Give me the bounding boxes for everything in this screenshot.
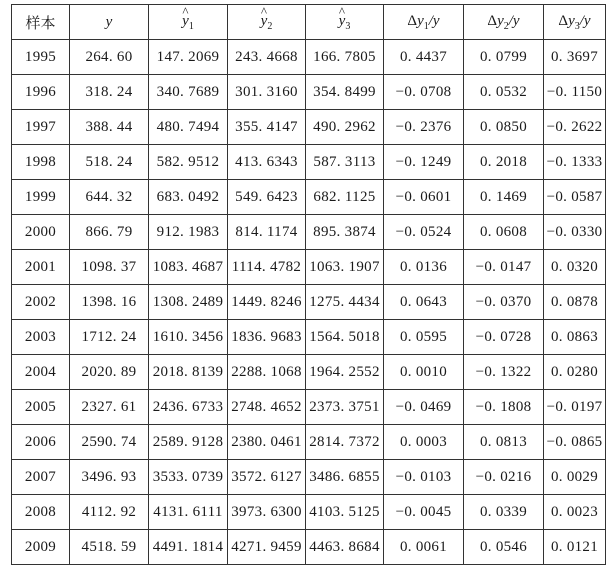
cell-dy2: −0. 0216	[464, 460, 544, 495]
cell-dy3: 0. 0023	[544, 495, 606, 530]
cell-y: 388. 44	[70, 110, 149, 145]
header-dy3-sub: 3	[574, 20, 580, 32]
cell-yhat3: 166. 7805	[306, 40, 384, 75]
cell-yhat3: 1964. 2552	[306, 355, 384, 390]
cell-dy2: 0. 2018	[464, 145, 544, 180]
cell-yhat3: 895. 3874	[306, 215, 384, 250]
cell-y: 318. 24	[70, 75, 149, 110]
cell-dy1: −0. 1249	[384, 145, 464, 180]
cell-dy3: −0. 0197	[544, 390, 606, 425]
table-row	[12, 425, 606, 460]
cell-dy3: −0. 0587	[544, 180, 606, 215]
header-dy3-var: y	[568, 12, 575, 29]
cell-y: 1712. 24	[70, 320, 149, 355]
table-row	[12, 390, 606, 425]
cell-dy2: 0. 1469	[464, 180, 544, 215]
cell-dy3: −0. 2622	[544, 110, 606, 145]
cell-yhat3: 2373. 3751	[306, 390, 384, 425]
cell-yhat2: 301. 3160	[228, 75, 306, 110]
cell-year: 2009	[12, 530, 70, 565]
header-dy2	[464, 5, 544, 40]
forecast-comparison-table	[11, 4, 606, 565]
cell-dy3: −0. 1150	[544, 75, 606, 110]
table-row	[12, 460, 606, 495]
cell-y: 1398. 16	[70, 285, 149, 320]
cell-yhat1: 2589. 9128	[149, 425, 228, 460]
cell-yhat3: 2814. 7372	[306, 425, 384, 460]
table-row	[12, 495, 606, 530]
cell-dy2: 0. 0813	[464, 425, 544, 460]
cell-yhat3: 4103. 5125	[306, 495, 384, 530]
cell-dy2: 0. 0532	[464, 75, 544, 110]
header-yhat3-var: ^ y	[339, 13, 346, 30]
cell-dy2: 0. 0546	[464, 530, 544, 565]
cell-year: 2004	[12, 355, 70, 390]
cell-yhat1: 582. 9512	[149, 145, 228, 180]
cell-yhat3: 587. 3113	[306, 145, 384, 180]
cell-dy3: 0. 3697	[544, 40, 606, 75]
table-row	[12, 75, 606, 110]
cell-dy3: 0. 0280	[544, 355, 606, 390]
header-dy1-tail: /y	[428, 12, 440, 29]
header-yhat3	[306, 5, 384, 40]
table-row	[12, 215, 606, 250]
cell-yhat3: 1564. 5018	[306, 320, 384, 355]
cell-yhat1: 1610. 3456	[149, 320, 228, 355]
table-row	[12, 180, 606, 215]
header-row	[12, 5, 606, 40]
cell-y: 518. 24	[70, 145, 149, 180]
cell-dy1: 0. 4437	[384, 40, 464, 75]
cell-dy1: −0. 0601	[384, 180, 464, 215]
cell-yhat1: 2018. 8139	[149, 355, 228, 390]
header-yhat3-sub: 3	[345, 20, 351, 32]
cell-yhat1: 147. 2069	[149, 40, 228, 75]
cell-y: 2327. 61	[70, 390, 149, 425]
header-yhat1	[149, 5, 228, 40]
cell-yhat2: 3973. 6300	[228, 495, 306, 530]
cell-dy2: −0. 1322	[464, 355, 544, 390]
cell-yhat2: 1836. 9683	[228, 320, 306, 355]
header-y	[70, 5, 149, 40]
header-sample: 样本	[12, 5, 70, 40]
cell-dy1: −0. 0708	[384, 75, 464, 110]
cell-yhat1: 3533. 0739	[149, 460, 228, 495]
cell-dy2: −0. 0147	[464, 250, 544, 285]
cell-dy1: −0. 0524	[384, 215, 464, 250]
cell-dy3: 0. 0121	[544, 530, 606, 565]
cell-dy2: 0. 0339	[464, 495, 544, 530]
cell-dy1: 0. 0010	[384, 355, 464, 390]
cell-dy2: 0. 0608	[464, 215, 544, 250]
cell-year: 2007	[12, 460, 70, 495]
cell-yhat2: 243. 4668	[228, 40, 306, 75]
header-yhat2-var: ^ y	[261, 13, 268, 30]
cell-y: 1098. 37	[70, 250, 149, 285]
cell-dy1: 0. 0643	[384, 285, 464, 320]
cell-year: 2006	[12, 425, 70, 460]
table-row	[12, 320, 606, 355]
cell-y: 2590. 74	[70, 425, 149, 460]
cell-dy2: −0. 0370	[464, 285, 544, 320]
header-yhat1-sub: 1	[188, 20, 194, 32]
cell-yhat2: 2748. 4652	[228, 390, 306, 425]
cell-yhat3: 1063. 1907	[306, 250, 384, 285]
cell-dy2: −0. 0728	[464, 320, 544, 355]
cell-dy1: 0. 0136	[384, 250, 464, 285]
table-row	[12, 285, 606, 320]
header-dy1-var: y	[417, 12, 424, 29]
cell-dy1: 0. 0061	[384, 530, 464, 565]
cell-year: 1999	[12, 180, 70, 215]
cell-yhat2: 549. 6423	[228, 180, 306, 215]
cell-dy3: −0. 0330	[544, 215, 606, 250]
cell-yhat1: 4491. 1814	[149, 530, 228, 565]
header-dy2-tail: /y	[508, 12, 520, 29]
header-dy1-sub: 1	[423, 20, 429, 32]
header-yhat1-var: ^ y	[182, 13, 189, 30]
cell-dy3: 0. 0320	[544, 250, 606, 285]
cell-yhat1: 2436. 6733	[149, 390, 228, 425]
cell-year: 1996	[12, 75, 70, 110]
cell-yhat1: 480. 7494	[149, 110, 228, 145]
cell-dy3: 0. 0863	[544, 320, 606, 355]
cell-yhat2: 2380. 0461	[228, 425, 306, 460]
cell-dy2: −0. 1808	[464, 390, 544, 425]
cell-dy1: 0. 0003	[384, 425, 464, 460]
cell-year: 2003	[12, 320, 70, 355]
cell-dy2: 0. 0799	[464, 40, 544, 75]
cell-dy3: 0. 0878	[544, 285, 606, 320]
cell-y: 644. 32	[70, 180, 149, 215]
cell-dy1: −0. 0103	[384, 460, 464, 495]
cell-yhat3: 354. 8499	[306, 75, 384, 110]
cell-year: 2000	[12, 215, 70, 250]
cell-yhat1: 1083. 4687	[149, 250, 228, 285]
cell-dy1: −0. 2376	[384, 110, 464, 145]
cell-dy3: −0. 1333	[544, 145, 606, 180]
header-dy2-sub: 2	[503, 20, 509, 32]
cell-year: 1998	[12, 145, 70, 180]
header-yhat2	[228, 5, 306, 40]
cell-yhat1: 1308. 2489	[149, 285, 228, 320]
cell-yhat1: 340. 7689	[149, 75, 228, 110]
header-y-label: y	[105, 13, 113, 30]
cell-yhat3: 4463. 8684	[306, 530, 384, 565]
cell-yhat2: 355. 4147	[228, 110, 306, 145]
cell-y: 264. 60	[70, 40, 149, 75]
cell-yhat3: 490. 2962	[306, 110, 384, 145]
cell-yhat3: 1275. 4434	[306, 285, 384, 320]
header-dy1-delta: Δ	[407, 12, 418, 29]
cell-y: 3496. 93	[70, 460, 149, 495]
cell-year: 2005	[12, 390, 70, 425]
cell-yhat1: 683. 0492	[149, 180, 228, 215]
cell-year: 1995	[12, 40, 70, 75]
cell-dy1: −0. 0045	[384, 495, 464, 530]
header-dy3-tail: /y	[579, 12, 591, 29]
cell-yhat2: 4271. 9459	[228, 530, 306, 565]
cell-dy1: −0. 0469	[384, 390, 464, 425]
cell-y: 2020. 89	[70, 355, 149, 390]
cell-yhat2: 413. 6343	[228, 145, 306, 180]
header-dy1	[384, 5, 464, 40]
cell-year: 2001	[12, 250, 70, 285]
cell-yhat3: 682. 1125	[306, 180, 384, 215]
cell-yhat2: 1449. 8246	[228, 285, 306, 320]
cell-y: 866. 79	[70, 215, 149, 250]
table-row	[12, 530, 606, 565]
header-yhat2-sub: 2	[267, 20, 273, 32]
cell-yhat1: 912. 1983	[149, 215, 228, 250]
data-table-container	[11, 4, 606, 565]
cell-dy2: 0. 0850	[464, 110, 544, 145]
table-row	[12, 355, 606, 390]
cell-yhat2: 814. 1174	[228, 215, 306, 250]
header-dy3-delta: Δ	[558, 12, 569, 29]
cell-dy1: 0. 0595	[384, 320, 464, 355]
header-dy3	[544, 5, 606, 40]
cell-dy3: −0. 0865	[544, 425, 606, 460]
cell-dy3: 0. 0029	[544, 460, 606, 495]
cell-year: 2008	[12, 495, 70, 530]
cell-y: 4112. 92	[70, 495, 149, 530]
table-row	[12, 145, 606, 180]
cell-yhat2: 3572. 6127	[228, 460, 306, 495]
header-dy2-delta: Δ	[487, 12, 498, 29]
cell-year: 2002	[12, 285, 70, 320]
cell-yhat1: 4131. 6111	[149, 495, 228, 530]
cell-yhat2: 1114. 4782	[228, 250, 306, 285]
table-body	[12, 40, 606, 565]
cell-yhat3: 3486. 6855	[306, 460, 384, 495]
table-row	[12, 110, 606, 145]
cell-yhat2: 2288. 1068	[228, 355, 306, 390]
table-row	[12, 40, 606, 75]
cell-year: 1997	[12, 110, 70, 145]
table-row	[12, 250, 606, 285]
header-dy2-var: y	[497, 12, 504, 29]
cell-y: 4518. 59	[70, 530, 149, 565]
